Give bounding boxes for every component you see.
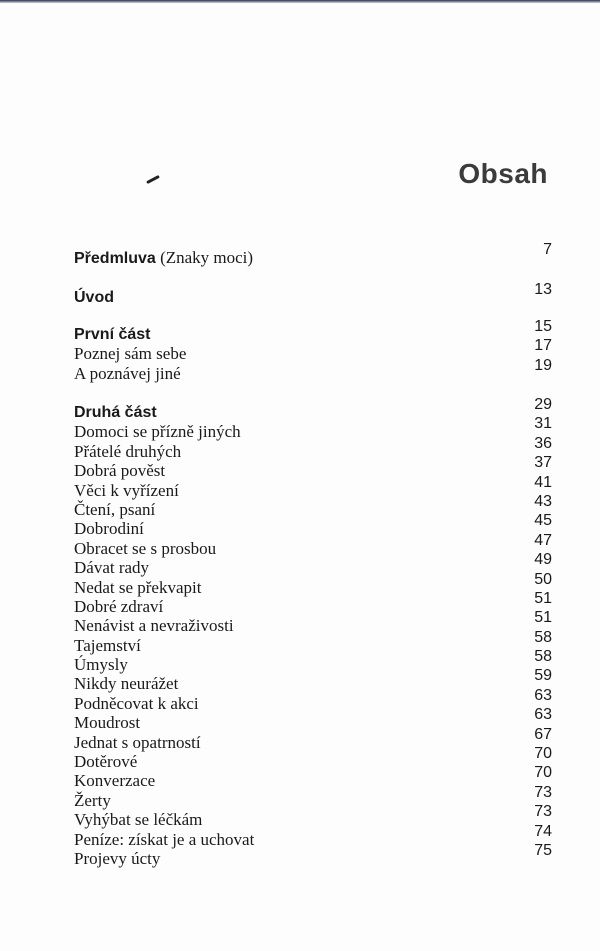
toc-entry[interactable] <box>74 434 552 461</box>
page-number: 67 <box>534 725 552 743</box>
toc-heading-row[interactable] <box>74 241 552 267</box>
page-number: 49 <box>534 551 552 569</box>
toc-entry[interactable] <box>74 551 552 578</box>
toc-heading-row[interactable] <box>74 318 552 344</box>
toc-entry[interactable] <box>74 783 552 810</box>
toc-entry[interactable] <box>74 667 552 694</box>
entry-title: Úmysly <box>74 655 128 675</box>
entry-title: Poznej sám sebe <box>74 344 187 364</box>
toc-entry[interactable] <box>74 822 552 849</box>
entry-title: Dobrá pověst <box>74 461 166 481</box>
toc-entry[interactable] <box>74 589 552 616</box>
page-number: 36 <box>534 434 552 452</box>
page-number: 15 <box>534 318 552 335</box>
toc-entry[interactable] <box>74 725 552 752</box>
page-number: 63 <box>534 686 552 704</box>
entry-title: Čtení, psaní <box>74 499 156 519</box>
page-number: 31 <box>534 415 552 433</box>
toc-entry[interactable] <box>74 628 552 655</box>
toc-entry[interactable] <box>74 415 552 442</box>
toc-heading-row[interactable] <box>74 281 552 307</box>
page-number: 51 <box>534 609 552 627</box>
page-number: 43 <box>534 492 552 510</box>
toc-entry[interactable] <box>74 454 552 481</box>
section-heading: První část <box>74 326 151 343</box>
entry-title: Tajemství <box>74 635 141 655</box>
page-number: 51 <box>534 589 552 607</box>
page-number: 70 <box>534 764 552 782</box>
page-number: 7 <box>543 241 552 258</box>
page-number: 73 <box>534 803 552 821</box>
entry-title: Nenávist a nevraživosti <box>74 616 234 636</box>
page-number: 45 <box>534 512 552 530</box>
pen-mark <box>146 175 160 184</box>
entry-title: Nikdy neurážet <box>74 674 179 694</box>
entry-title: Jednat s opatrností <box>74 732 201 752</box>
toc-entry[interactable] <box>74 531 552 558</box>
page-number: 37 <box>534 454 552 472</box>
entry-title: Konverzace <box>74 771 156 791</box>
entry-title: Moudrost <box>74 713 141 733</box>
entry-title: Projevy úcty <box>74 848 161 868</box>
page-number: 70 <box>534 745 552 763</box>
page-number: 63 <box>534 706 552 724</box>
page-number: 13 <box>534 281 552 298</box>
entry-title: Přátelé druhých <box>74 441 182 461</box>
section-heading: Úvod <box>74 289 114 306</box>
page-number: 50 <box>534 570 552 588</box>
page-number: 58 <box>534 628 552 646</box>
toc-entry[interactable] <box>74 570 552 597</box>
page-number: 17 <box>534 337 552 355</box>
entry-title: Domoci se přízně jiných <box>74 422 241 442</box>
toc-entry[interactable] <box>74 706 552 733</box>
entry-title: Vyhýbat se léčkám <box>74 810 203 830</box>
toc-entry[interactable] <box>74 648 552 675</box>
page-number: 29 <box>534 396 552 413</box>
toc-section-predmluva <box>74 241 552 267</box>
toc-entry[interactable] <box>74 337 552 364</box>
entry-title: Podněcovat k akci <box>74 693 199 713</box>
entry-title: Nedat se překvapit <box>74 577 202 597</box>
toc-entry[interactable] <box>74 803 552 830</box>
toc-entry[interactable] <box>74 745 552 772</box>
page-number: 74 <box>534 822 552 840</box>
toc-entry[interactable] <box>74 356 552 383</box>
page-number: 75 <box>534 841 552 859</box>
toc-section-uvod <box>74 281 552 307</box>
toc-section-druha-cast <box>74 396 552 868</box>
section-heading: Předmluva <box>74 250 156 267</box>
entry-title: Peníze: získat je a uchovat <box>74 829 255 849</box>
toc-heading-row[interactable] <box>74 396 552 422</box>
page-number: 41 <box>534 473 552 491</box>
toc-section-prvni-cast <box>74 318 552 383</box>
entry-title: Dotěrové <box>74 752 138 772</box>
section-heading: Druhá část <box>74 404 157 421</box>
entry-title: Obracet se s prosbou <box>74 538 217 558</box>
entry-title: Dobrodiní <box>74 519 144 539</box>
page-number: 58 <box>534 648 552 666</box>
page-number: 59 <box>534 667 552 685</box>
entry-title: Dobré zdraví <box>74 596 164 616</box>
toc-entry[interactable] <box>74 512 552 539</box>
entry-title: Žerty <box>74 790 111 810</box>
toc-entry[interactable] <box>74 492 552 519</box>
page-number: 47 <box>534 531 552 549</box>
toc-entry[interactable] <box>74 764 552 791</box>
page-title: Obsah <box>458 158 548 189</box>
entry-title: Věci k vyřízení <box>74 480 179 500</box>
page-number: 19 <box>534 356 552 374</box>
toc-entry[interactable] <box>74 473 552 500</box>
entry-title: A poznávej jiné <box>74 363 181 383</box>
toc-entry[interactable] <box>74 841 552 868</box>
entry-title: Dávat rady <box>74 558 150 578</box>
section-subtitle: (Znaky moci) <box>160 248 254 267</box>
scan-edge <box>0 0 600 3</box>
toc-entry[interactable] <box>74 609 552 636</box>
toc-entry[interactable] <box>74 686 552 713</box>
page-number: 73 <box>534 783 552 801</box>
